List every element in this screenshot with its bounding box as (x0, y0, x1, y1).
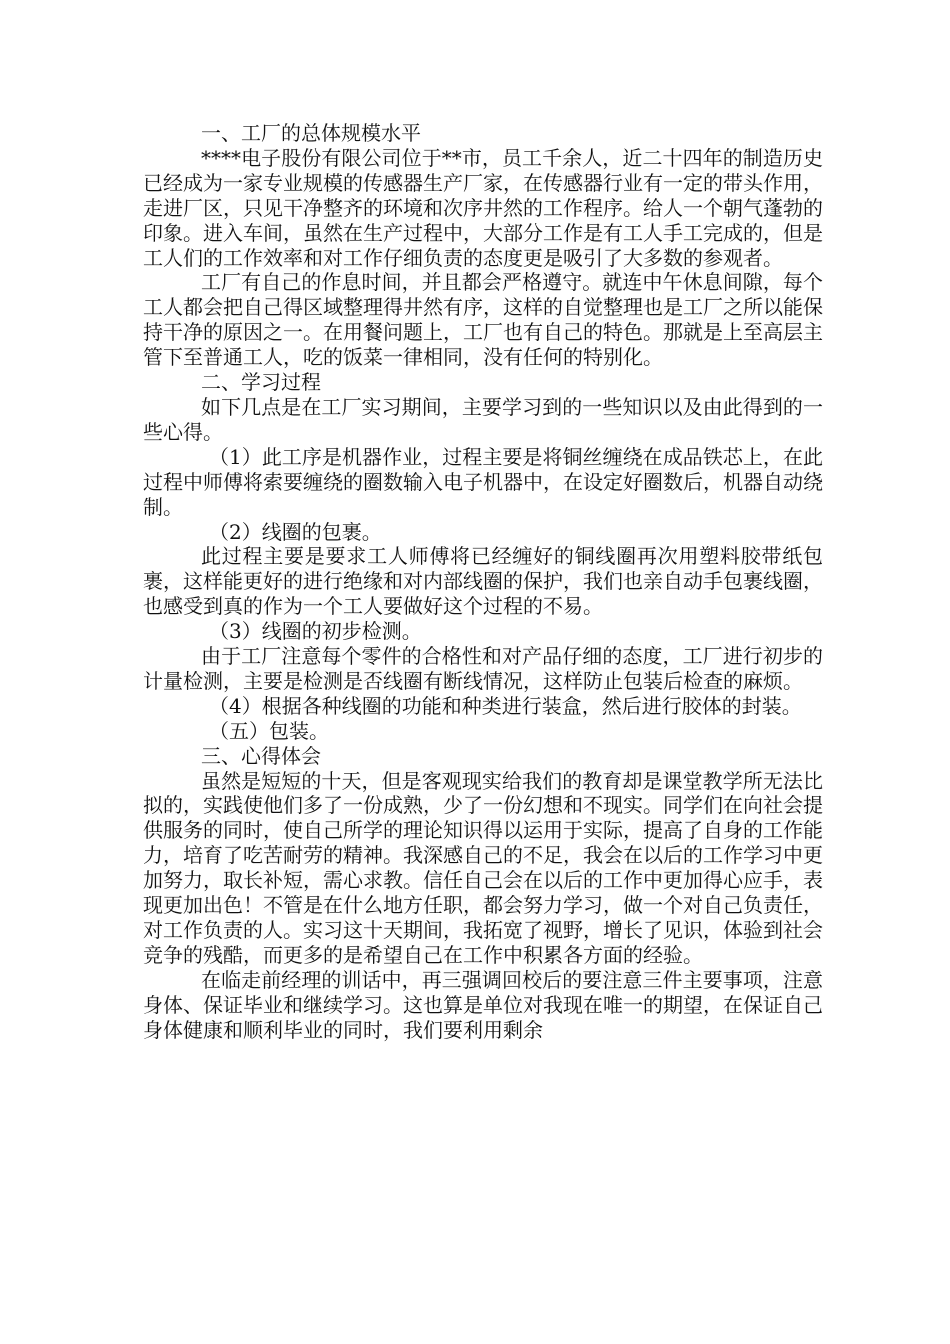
body-paragraph-inspection: 由于工厂注意每个零件的合格性和对产品仔细的态度，工厂进行初步的计量检测，主要是检测是否线圈有断线情况，这样防止包装后检查的麻烦。 (143, 644, 823, 693)
list-item-3: （3）线圈的初步检测。 (209, 619, 422, 644)
body-paragraph-wrapping: 此过程主要是要求工人师傅将已经缠好的铜线圈再次用塑料胶带纸包裹，这样能更好的进行绝缘和对内部线圈的保护，我们也亲自动手包裹线圈，也感受到真的作为一个工人要做好这个过程的不易。 (143, 544, 823, 619)
section-heading-learning: 二、学习过程 (201, 370, 321, 395)
list-item-1: （1）此工序是机器作业，过程主要是将铜丝缠绕在成品铁芯上，在此过程中师傅将索要缠绕的圈数输入电子机器中，在设定好圈数后，机器自动绕制。 (143, 444, 823, 519)
list-item-5: （五）包装。 (209, 718, 329, 743)
body-paragraph-intro: 如下几点是在工厂实习期间，主要学习到的一些知识以及由此得到的一些心得。 (143, 394, 823, 444)
body-paragraph-manager: 在临走前经理的训话中，再三强调回校后的要注意三件主要事项，注意身体、保证毕业和继续学习。这也算是单位对我现在唯一的期望，在保证自己身体健康和顺利毕业的同时，我们要利用剩余 (143, 967, 823, 1042)
body-paragraph-company: ****电子股份有限公司位于**市，员工千余人，近二十四年的制造历史已经成为一家专业规模的传感器生产厂家，在传感器行业有一定的带头作用，走进厂区，只见干净整齐的环境和次序井然的工作程序。给人一个朝气蓬勃的印象。进入车间，虽然在生产过程中，大部分工作是有工人手工完成的，但是工人们的工作效率和对工作仔细负责的态度更是吸引了大多数的参观者。 (143, 145, 823, 270)
section-heading-scale: 一、工厂的总体规模水平 (201, 121, 421, 145)
list-item-4: （4）根据各种线圈的功能和种类进行装盒，然后进行胶体的封装。 (209, 693, 802, 718)
list-item-2: （2）线圈的包裹。 (209, 519, 382, 544)
body-paragraph-schedule: 工厂有自己的作息时间，并且都会严格遵守。就连中午休息间隙，每个工人都会把自己得区域整理得井然有序，这样的自觉整理也是工厂之所以能保持干净的原因之一。在用餐问题上，工厂也有自己的特色。那就是上至高层主管下至普通工人，吃的饭菜一律相同，没有任何的特别化。 (143, 270, 823, 370)
section-heading-reflection: 三、心得体会 (201, 743, 321, 768)
document-page (143, 121, 823, 1043)
body-paragraph-reflection: 虽然是短短的十天，但是客观现实给我们的教育却是课堂教学所无法比拟的，实践使他们多了一份成熟，少了一份幻想和不现实。同学们在向社会提供服务的同时，使自己所学的理论知识得以运用于实际，提高了自身的工作能力，培育了吃苦耐劳的精神。我深感自己的不足，我会在以后的工作学习中更加努力，取长补短，需心求教。信任自己会在以后的工作中更加得心应手，表现更加出色！不管是在什么地方任职，都会努力学习，做一个对自己负责任，对工作负责的人。实习这十天期间，我拓宽了视野，增长了见识，体验到社会竞争的残酷，而更多的是希望自己在工作中积累各方面的经验。 (143, 768, 823, 967)
